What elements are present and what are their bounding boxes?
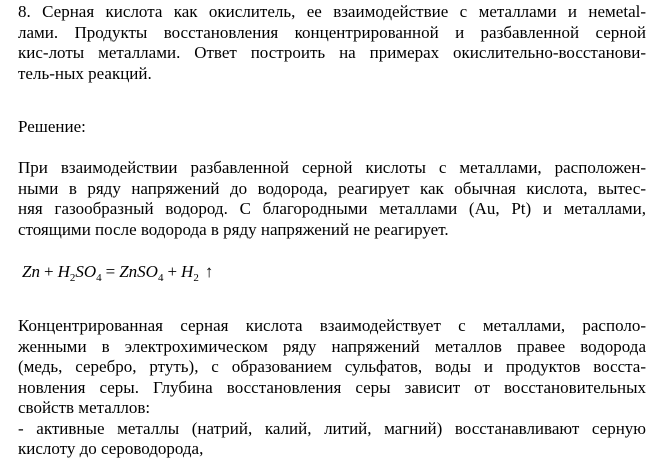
paragraph-line: свойств металлов:	[18, 398, 151, 417]
paragraph-line: няя газообразный водород. С благородными металлами (Au, Pt) и металлами,	[18, 199, 646, 218]
paragraph-line: кислоту до сероводорода,	[18, 439, 204, 458]
paragraph-line: женными в электрохимическом ряду напряжений металлов правее водорода	[18, 336, 646, 356]
reaction-equation	[22, 262, 213, 283]
paragraph-line: ными в ряду напряжений до водорода, реагирует как обычная кислота, вытес-	[18, 178, 646, 198]
task-line: тель-ных реакций.	[18, 63, 152, 83]
gas-arrow-icon: ↑	[204, 262, 214, 281]
eq-subscript: 4	[157, 272, 164, 284]
eq-zn: Zn	[22, 262, 40, 281]
eq-subscript: 2	[193, 272, 199, 284]
eq-subscript: 2	[69, 272, 76, 284]
eq-subscript: 4	[96, 272, 102, 284]
solution-heading: Решение:	[18, 117, 86, 136]
task-line: кис-лоты металлами. Ответ построить на примерах окислительно-восстанови-	[18, 43, 646, 62]
eq-plus: +	[43, 262, 54, 281]
eq-h2: H	[181, 262, 194, 281]
eq-h: H	[57, 262, 70, 281]
eq-so: SO	[75, 262, 97, 281]
paragraph-concentrated-acid	[18, 316, 646, 460]
paragraph-line: Концентрированная серная кислота взаимодействует с металлами, располо-	[18, 316, 646, 335]
paragraph-dilute-acid	[18, 158, 646, 240]
paragraph-line: новления серы. Глубина восстановления серы зависит от восстановительных	[18, 377, 646, 397]
paragraph-line: (медь, серебро, ртуть), с образованием сульфатов, воды и продуктов восста-	[18, 357, 646, 376]
task-line: лами. Продукты восстановления концентрированной и разбавленной серной	[18, 22, 646, 42]
eq-plus: +	[167, 262, 178, 281]
paragraph-line: - активные металлы (натрий, калий, литий, магний) восстанавливают серную	[18, 418, 646, 438]
task-line: 8. Серная кислота как окислитель, ее взаимодействие с металлами и немetal-	[18, 2, 646, 21]
paragraph-line: При взаимодействии разбавленной серной кислоты с металлами, расположен-	[18, 158, 646, 177]
paragraph-line: стоящими после водорода в ряду напряжений не реагирует.	[18, 219, 449, 239]
eq-equals: =	[105, 262, 116, 281]
eq-znso: ZnSO	[119, 262, 158, 281]
task-statement	[18, 2, 646, 84]
